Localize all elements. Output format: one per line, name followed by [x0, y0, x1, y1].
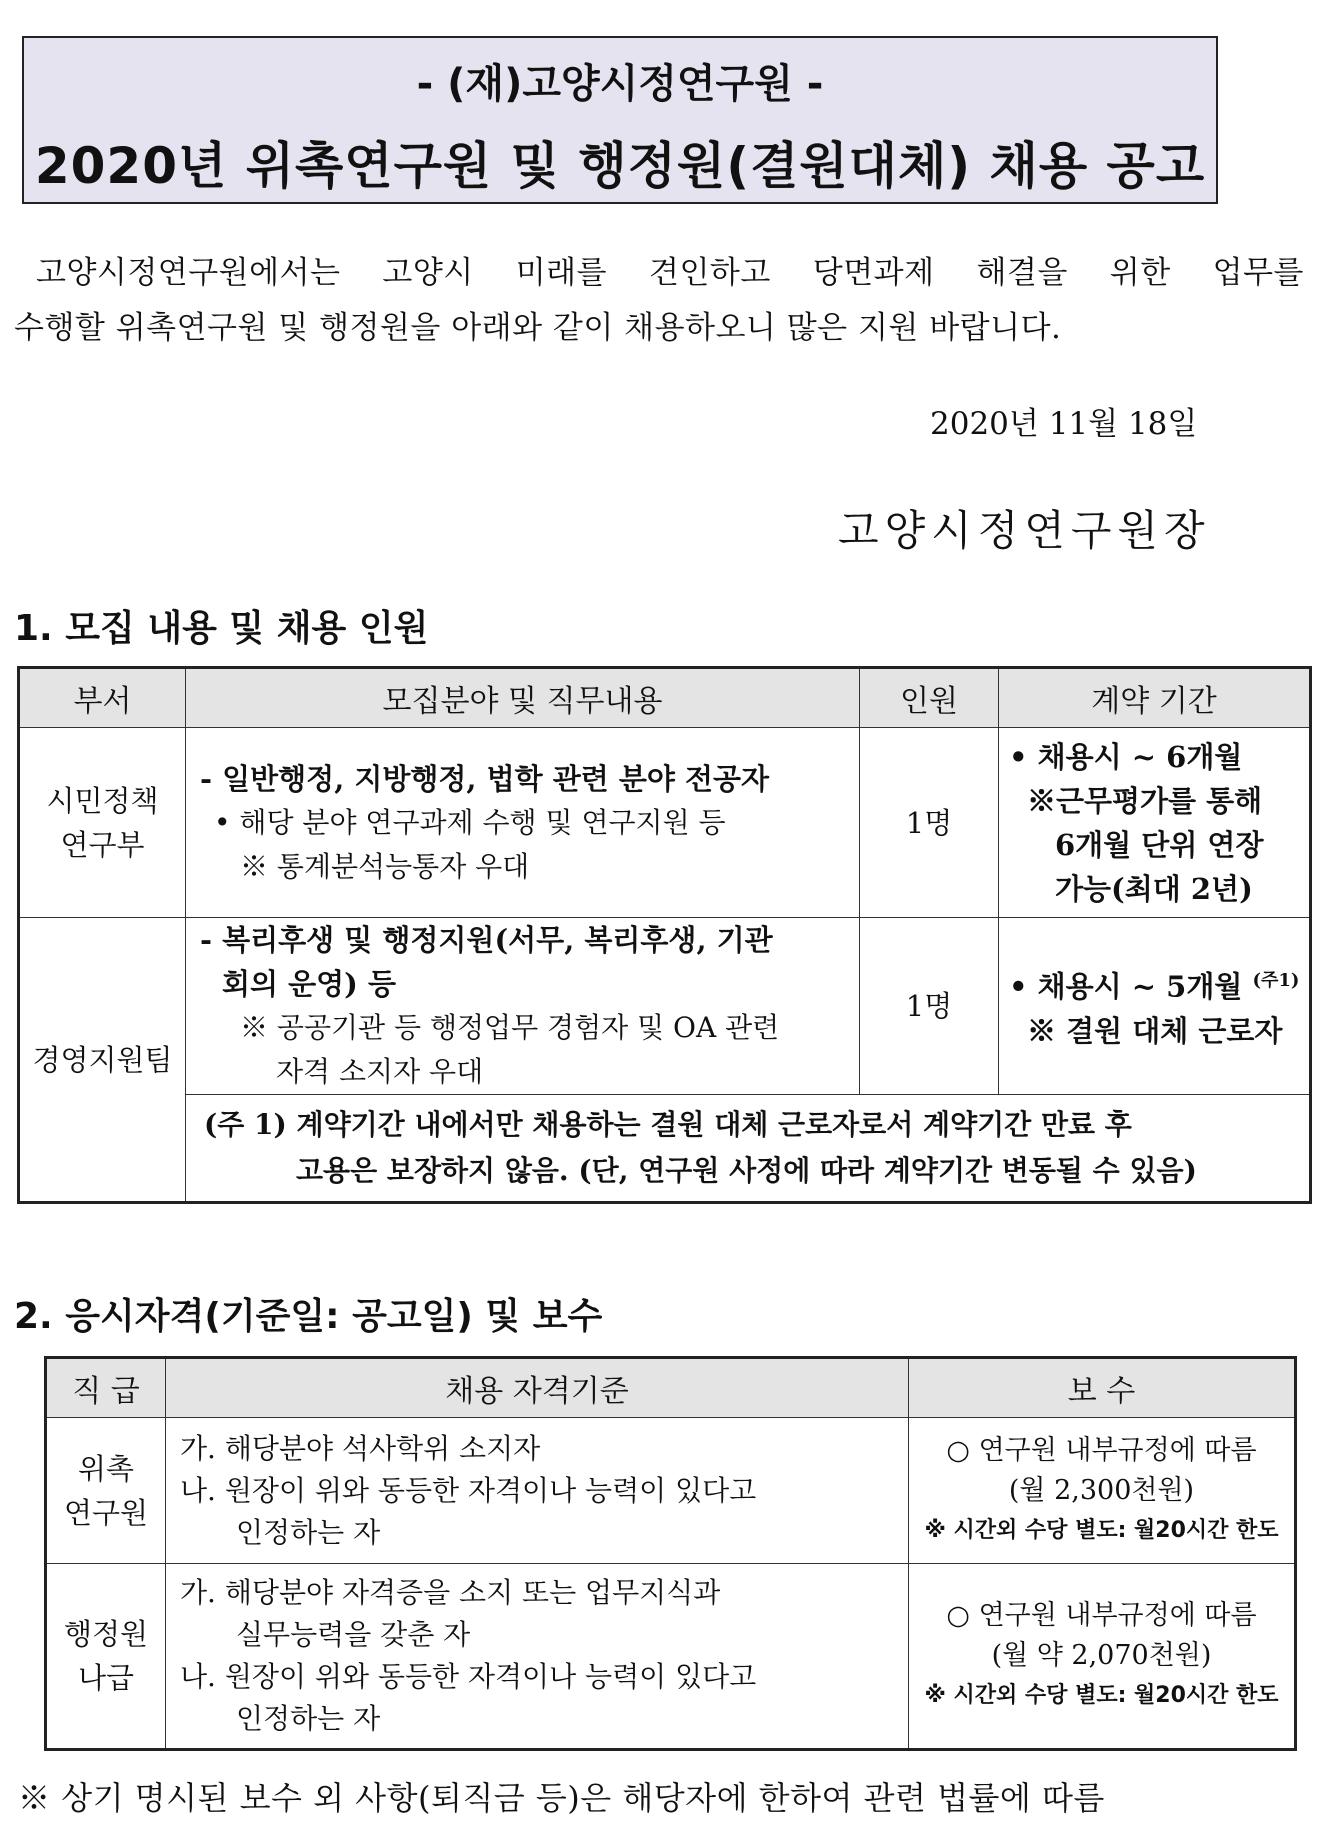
table-header-row — [46, 1358, 1296, 1418]
count-cell: 1명 — [860, 918, 999, 1095]
header-count: 인원 — [860, 668, 999, 728]
dept-cell: 경영지원팀 — [19, 918, 186, 1203]
header-pay: 보 수 — [909, 1358, 1296, 1418]
footer-note: ※ 상기 명시된 보수 외 사항(퇴직금 등)은 해당자에 한하여 관련 법률에 따름 — [18, 1779, 1105, 1817]
notice-title: 2020년 위촉연구원 및 행정원(결원대체) 채용 공고 — [34, 137, 1206, 195]
intro-line-2: 수행할 위촉연구원 및 행정원을 아래와 같이 채용하오니 많은 지원 바랍니다. — [14, 310, 1062, 346]
count-cell: 1명 — [860, 728, 999, 918]
rank-cell: 위촉 연구원 — [46, 1418, 166, 1564]
table-row — [19, 918, 1311, 1095]
pay-cell: ○ 연구원 내부규정에 따름 (월 약 2,070천원) ※ 시간외 수당 별도: 월20시간 한도 — [909, 1564, 1296, 1750]
table-row — [46, 1564, 1296, 1750]
intro-paragraph — [14, 246, 1304, 356]
qualification-cell: 가. 해당분야 석사학위 소지자 나. 원장이 위와 동등한 자격이나 능력이 있다고 인정하는 자 — [166, 1418, 909, 1564]
section-2-title: 2. 응시자격(기준일: 공고일) 및 보수 — [14, 1296, 603, 1337]
qualification-table — [44, 1356, 1297, 1751]
footnote-marker: (주1) — [1252, 970, 1300, 992]
rank-cell: 행정원 나급 — [46, 1564, 166, 1750]
pay-cell: ○ 연구원 내부규정에 따름 (월 2,300천원) ※ 시간외 수당 별도: 월20시간 한도 — [909, 1418, 1296, 1564]
notice-date: 2020년 11월 18일 — [930, 406, 1198, 442]
header-period: 계약 기간 — [999, 668, 1311, 728]
job-cell: - 일반행정, 지방행정, 법학 관련 분야 전공자 • 해당 분야 연구과제 수행 및 연구지원 등 ※ 통계분석능통자 우대 — [186, 728, 860, 918]
header-qualification: 채용 자격기준 — [166, 1358, 909, 1418]
dept-cell: 시민정책 연구부 — [19, 728, 186, 918]
header-dept: 부서 — [19, 668, 186, 728]
qualification-cell: 가. 해당분야 자격증을 소지 또는 업무지식과 실무능력을 갖춘 자 나. 원장이 위와 동등한 자격이나 능력이 있다고 인정하는 자 — [166, 1564, 909, 1750]
table-header-row — [19, 668, 1311, 728]
table-row — [46, 1418, 1296, 1564]
signer: 고양시정연구원장 — [838, 506, 1211, 555]
job-cell: - 복리후생 및 행정지원(서무, 복리후생, 기관 회의 운영) 등 ※ 공공기관 등 행정업무 경험자 및 OA 관련 자격 소지자 우대 — [186, 918, 860, 1095]
table-row — [19, 728, 1311, 918]
intro-line-1: 고양시정연구원에서는 고양시 미래를 견인하고 당면과제 해결을 위한 업무를 — [36, 255, 1304, 291]
section-1-title: 1. 모집 내용 및 채용 인원 — [14, 608, 429, 649]
period-cell: • 채용시 ~ 6개월 ※근무평가를 통해 6개월 단위 연장 가능(최대 2년) — [999, 728, 1311, 918]
title-box — [22, 36, 1218, 204]
header-rank: 직 급 — [46, 1358, 166, 1418]
organization-title: - (재)고양시정연구원 - — [416, 61, 824, 107]
table-note-row — [19, 1095, 1311, 1203]
header-job: 모집분야 및 직무내용 — [186, 668, 860, 728]
recruitment-table — [17, 666, 1312, 1204]
period-cell: • 채용시 ~ 5개월 $^{(주1)}$ ※ 결원 대체 근로자 — [999, 918, 1311, 1095]
footnote-cell: (주 1) 계약기간 내에서만 채용하는 결원 대체 근로자로서 계약기간 만료 후 고용은 보장하지 않음. (단, 연구원 사정에 따라 계약기간 변동될 수 있음) — [186, 1095, 1311, 1203]
